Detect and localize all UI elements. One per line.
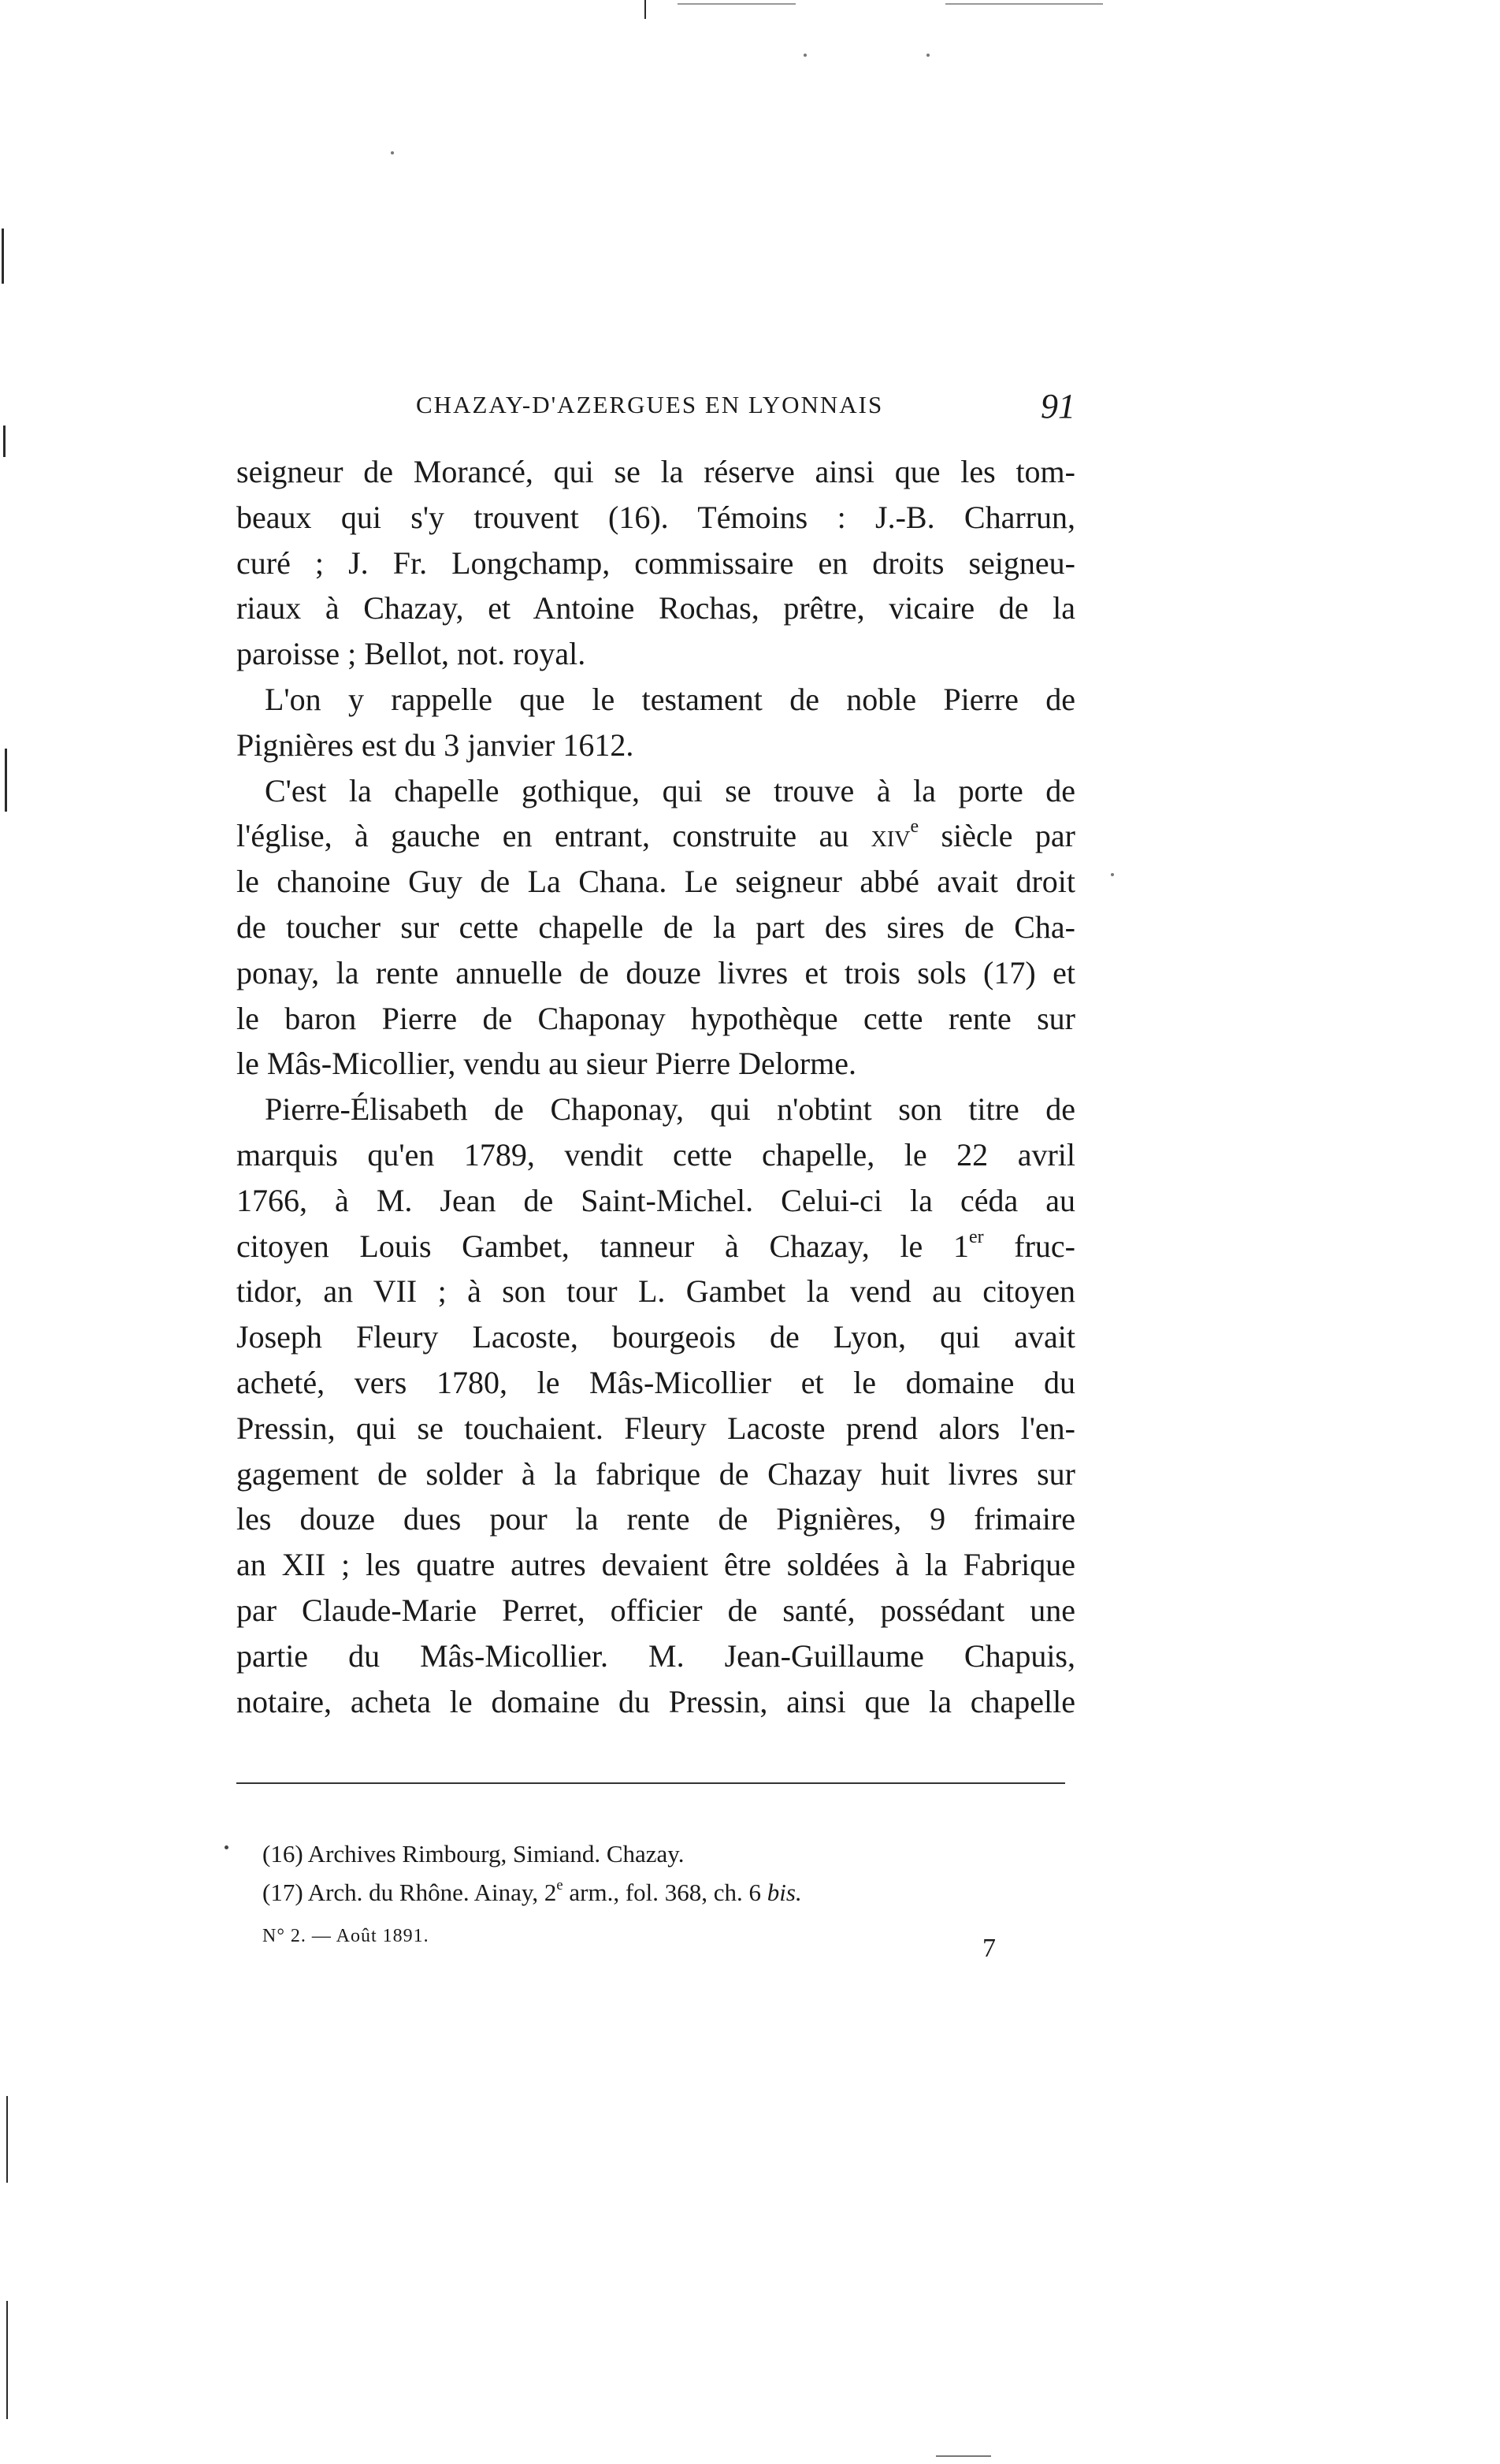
signature-line <box>262 1926 1019 1965</box>
issue-signature: N° 2. — Août 1891. <box>262 1926 429 1946</box>
scan-mark-left-5 <box>6 2301 8 2419</box>
scan-speck-3 <box>391 151 394 154</box>
text-line: acheté, vers 1780, le Mâs-Micollier et le domaine du <box>236 1364 1075 1400</box>
ordinal-superscript: er <box>968 1226 984 1247</box>
text-line: notaire, acheta le domaine du Pressin, ainsi que la chapelle <box>236 1683 1075 1719</box>
text-line: Pignières est du 3 janvier 1612. <box>236 727 634 763</box>
text-line-ordinal <box>236 1224 1075 1269</box>
century-numeral: xiv <box>871 818 911 854</box>
text-line: curé ; J. Fr. Longchamp, commissaire en droits seigneu- <box>236 544 1075 581</box>
footnote-17-text: arm., fol. 368, ch. 6 <box>562 1879 767 1906</box>
text-line: partie du Mâs-Micollier. M. Jean-Guillaume Chapuis, <box>236 1637 1075 1674</box>
ordinal-number: 1 <box>952 1228 969 1264</box>
text-line: Pierre-Élisabeth de Chaponay, qui n'obtint son titre de <box>265 1091 1075 1128</box>
text-line: an XII ; les quatre autres devaient être soldées à la Fabrique <box>236 1547 1075 1583</box>
scan-mark-left-1 <box>2 229 4 284</box>
text-line: tidor, an VII ; à son tour L. Gambet la vend au citoyen <box>236 1273 1075 1310</box>
footnote-16: (16) Archives Rimbourg, Simiand. Chazay. <box>262 1840 685 1868</box>
text-line: 1766, à M. Jean de Saint-Michel. Celui-ci la céda au <box>236 1182 1075 1218</box>
sheet-number: 7 <box>982 1934 996 1963</box>
scan-mark-left-4 <box>6 2096 8 2183</box>
text-line: le chanoine Guy de La Chana. Le seigneur abbé avait droit <box>236 864 1075 900</box>
text-line: de toucher sur cette chapelle de la part des sires de Cha- <box>236 909 1075 945</box>
scan-mark-top-3 <box>678 3 796 5</box>
scan-mark-top-2 <box>945 3 1103 5</box>
text-fragment: fruc- <box>1014 1228 1075 1264</box>
scan-mark-left-2 <box>3 426 6 457</box>
footnote-17 <box>262 1873 971 1912</box>
text-line: par Claude-Marie Perret, officier de santé, possédant une <box>236 1592 1075 1628</box>
scan-mark-top-1 <box>644 0 646 19</box>
scan-speck-4 <box>1111 873 1114 876</box>
text-line: Pressin, qui se touchaient. Fleury Lacoste prend alors l'en- <box>236 1410 1075 1446</box>
text-line: seigneur de Morancé, qui se la réserve ainsi que les tom- <box>236 454 1075 489</box>
text-line-century <box>236 813 1075 859</box>
text-line: L'on y rappelle que le testament de noble Pierre de <box>265 681 1075 717</box>
scan-speck-note <box>225 1845 228 1849</box>
text-line: Joseph Fleury Lacoste, bourgeois de Lyon, qui avait <box>236 1319 1075 1355</box>
text-fragment: citoyen Louis Gambet, tanneur à Chazay, le <box>236 1228 923 1264</box>
text-fragment: l'église, à gauche en entrant, construite au <box>236 818 849 854</box>
scan-mark-bottom-1 <box>936 2455 991 2457</box>
text-line: beaux qui s'y trouvent (16). Témoins : J.-B. Charrun, <box>236 499 1075 535</box>
century-superscript: e <box>910 816 919 838</box>
text-line: paroisse ; Bellot, not. royal. <box>236 636 586 672</box>
footnote-17-text: (17) Arch. du Rhône. Ainay, 2 <box>262 1879 557 1906</box>
scan-speck-1 <box>804 54 807 57</box>
text-line: gagement de solder à la fabrique de Chazay huit livres sur <box>236 1455 1075 1492</box>
text-line: ponay, la rente annuelle de douze livres et trois sols (17) et <box>236 954 1075 990</box>
text-line: C'est la chapelle gothique, qui se trouve à la porte de <box>265 772 1075 808</box>
running-title: CHAZAY-D'AZERGUES EN LYONNAIS <box>416 391 884 418</box>
footnote-17-superscript: e <box>556 1877 563 1894</box>
footnote-rule <box>236 1782 1065 1784</box>
running-head <box>236 387 1075 430</box>
footnotes <box>262 1834 971 1912</box>
text-line: le Mâs-Micollier, vendu au sieur Pierre Delorme. <box>236 1046 857 1082</box>
footnote-17-italic: bis. <box>767 1879 802 1906</box>
scan-mark-left-3 <box>5 749 7 812</box>
text-fragment: siècle par <box>941 818 1076 854</box>
text-line: marquis qu'en 1789, vendit cette chapelle, le 22 avril <box>236 1136 1075 1173</box>
text-line: le baron Pierre de Chaponay hypothèque cette rente sur <box>236 1000 1075 1036</box>
text-line: les douze dues pour la rente de Pignières, 9 frimaire <box>236 1501 1075 1537</box>
scan-speck-2 <box>926 54 930 57</box>
text-line: riaux à Chazay, et Antoine Rochas, prêtre, vicaire de la <box>236 590 1075 626</box>
body-text <box>236 449 1075 1724</box>
page-number: 91 <box>1041 387 1075 426</box>
